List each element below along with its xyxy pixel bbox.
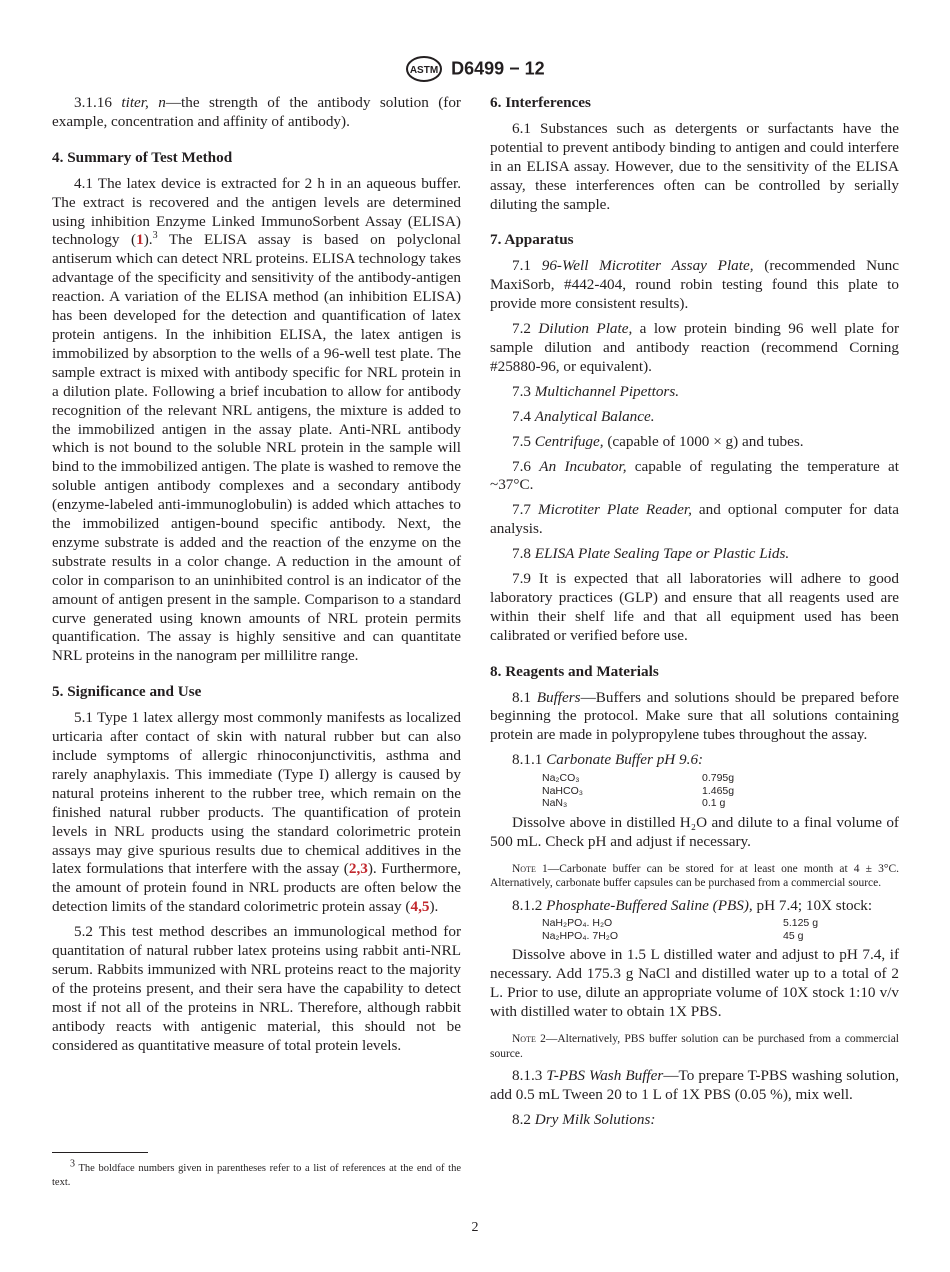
reagent-amount: 1.465g: [702, 784, 735, 797]
apparatus-item: 7.6 An Incubator, capable of regulating the temperature at ~37°C.: [490, 457, 899, 494]
paragraph-8-1-1: 8.1.1 Carbonate Buffer pH 9.6:: [512, 751, 704, 769]
left-column: [52, 94, 461, 1062]
reagent-name: Na₂HPO₄. 7H₂O: [542, 929, 619, 942]
paragraph-8-1: 8.1 Buffers—Buffers and solutions should be prepared before beginning the protocol. Make sure that all solutions containing protein are made in polypropylene tubes throughout the assay.: [490, 688, 899, 744]
reagent-row: [542, 930, 899, 943]
footnote: $^3$ The boldface numbers given in parentheses refer to a list of references at the end of the text.: [52, 1158, 461, 1188]
apparatus-item: 7.7 Microtiter Plate Reader, and optional computer for data analysis.: [490, 501, 900, 538]
paragraph-8-1-2-b: Dissolve above in 1.5 L distilled water and adjust to pH 7.4, if necessary. Add 175.3 g NaCl and distilled water up to a total of 2 L. Prior to use, dilute an appropriate volume of 10X stock 1:10 v/v with distilled water to obtain 1X PBS.: [490, 946, 899, 1021]
paragraph-4-1: 4.1 The latex device is extracted for 2 h in an aqueous buffer. The extract is recovered and the antigen levels are determined using inhibition Enzyme Linked ImmunoSorbent Assay (ELISA) technology (1).$^3$ The ELISA assay is based on polyclonal antiserum which can detect NRL proteins. ELISA technology takes advantage of the specificity and sensitivity of the antibody-antigen reaction. A variation of the ELISA method (an inhibition ELISA) has been developed for the detection and quantification of latex protein antigens. In the inhibition ELISA, the latex antigen is immobilized by absorption to the wells of a 96-well test plate. The sample extract is mixed with antibody specific for NRL protein in a dilution plate. Following a brief incubation to allow for antibody recognition of the relevant NRL antigens, the mixture is added to the immobilized antigen in the assay plate. Anti-NRL antibody which is not bound to the soluble NRL protein in the sample will bind to the immobilized antigen. The plate is washed to remove the soluble antigen antibody complexes and a secondary antibody (enzyme-labeled anti-immunoglobulin) is added which attaches to the immobilized antigen-bound specific antibody. Next, the enzyme substrate is added and the reaction of the enzyme on the substrate results in a color change. A reduction in the amount of color in comparison to an uninhibited control is an indicator of the amount of antigen present in the sample. Comparison to a standard curve generated using known amounts of NRL protein permits quantification. The assay is highly sensitive and can quantitate NRL proteins in the nanogram per millilitre range.: [52, 174, 461, 665]
reagent-name: NaN₃: [542, 797, 568, 810]
paragraph-7-9: 7.9 It is expected that all laboratories will adhere to good laboratory practices (GLP) and ensure that all reagents used are within their shelf life and that all equipment used has been calibrated or verified before use.: [490, 570, 899, 644]
section-7-heading: 7. Apparatus: [490, 231, 574, 249]
page-number: 2: [471, 1220, 479, 1235]
note-1: Note 1—Carbonate buffer can be stored for at least one month at 4 ± 3°C. Alternatively, carbonate buffer capsules can be purchased from a commercial source.: [490, 862, 899, 889]
reagent-row: [542, 917, 899, 930]
note-2: Note 2—Alternatively, PBS buffer solution can be purchased from a commercial source.: [490, 1033, 899, 1060]
paragraph-6-1: 6.1 Substances such as detergents or surfactants have the potential to prevent antibody binding to antigen and could interfere in an ELISA assay. However, due to the sensitivity of the ELISA assay, these interferences often can be controlled by serially diluting the sample.: [490, 119, 899, 213]
reagent-amount: 0.795g: [702, 772, 735, 785]
paragraph-8-1-1-b: Dissolve above in distilled H₂O and dilute to a final volume of 500 mL. Check pH and adjust if necessary.: [490, 813, 899, 850]
reagent-amount: 45 g: [783, 929, 804, 942]
reagent-name: Na₂CO₃: [542, 772, 580, 785]
astm-logo: [405, 56, 443, 82]
footnote-divider: [52, 1152, 148, 1153]
page-header: [0, 56, 950, 82]
reagent-name: NaH₂PO₄. H₂O: [542, 917, 613, 930]
reagent-row: [542, 797, 899, 810]
section-5-heading: 5. Significance and Use: [52, 683, 202, 701]
paragraph-5-2: 5.2 This test method describes an immunological method for quantitation of natural rubber latex proteins using rabbit anti-NRL serum. Rabbits immunized with NRL proteins react to the majority of the proteins present, and their sera have the capability to detect most if not all of the proteins in NRL. Therefore, although rabbit antibody reacts with antigenic material, this should not be considered as quantitative measure of total protein levels.: [52, 923, 461, 1054]
paragraph-5-1: 5.1 Type 1 latex allergy most commonly manifests as localized urticaria after contact of skin with natural rubber but can also include symptoms of allergic rhinoconjunctivitis, asthma and rarely anaphylaxis. This immediate (Type I) allergy is caused by natural proteins inherent to the rubber tree, which remain on the finished natural rubber products. The quantification of protein levels in NRL products using the standard colorimetric protein assays may give spurious results due to chemical additives in the latex formulations that interfere with the assay (2,3). Furthermore, the amount of protein found in NRL products are often below the detection limits of the standard colorimetric protein assay (4,5).: [52, 709, 461, 916]
definition-titer: 3.1.16 titer, n—the strength of the antibody solution (for example, concentration and affinity of antibody).: [52, 94, 461, 130]
apparatus-item: 7.2 Dilution Plate, a low protein binding 96 well plate for sample dilution and antibody reaction (recommend Corning #25880-96, or equivalent).: [490, 320, 900, 375]
footnote-marker[interactable]: 3: [152, 230, 158, 242]
reagent-name: NaHCO₃: [542, 784, 584, 797]
apparatus-item: 7.8 ELISA Plate Sealing Tape or Plastic Lids.: [512, 545, 790, 563]
right-column: [490, 94, 899, 1136]
paragraph-8-1-2: 8.1.2 Phosphate-Buffered Saline (PBS), pH 7.4; 10X stock:: [512, 896, 873, 914]
reference-link[interactable]: 4,5: [410, 898, 430, 916]
reagent-row: [542, 772, 899, 785]
reference-link[interactable]: 2,3: [348, 860, 368, 878]
document-id: D6499 − 12: [451, 58, 545, 79]
apparatus-item: 7.1 96-Well Microtiter Assay Plate, (recommended Nunc MaxiSorb, #442-404, round robin testing found this plate to provide more consistent results).: [490, 257, 899, 313]
section-6-heading: 6. Interferences: [490, 94, 591, 111]
paragraph-8-1-3: 8.1.3 T-PBS Wash Buffer—To prepare T-PBS washing solution, add 0.5 mL Tween 20 to 1 L of 1X PBS (0.05 %), mix well.: [490, 1067, 899, 1103]
section-8-heading: 8. Reagents and Materials: [490, 662, 659, 680]
reagent-row: [542, 785, 899, 798]
carbonate-buffer-table: [542, 772, 899, 810]
apparatus-item: 7.5 Centrifuge, (capable of 1000 × g) and tubes.: [512, 432, 804, 450]
apparatus-item: 7.4 Analytical Balance.: [512, 407, 655, 425]
section-4-heading: 4. Summary of Test Method: [52, 148, 233, 166]
reagent-amount: 0.1 g: [702, 797, 726, 810]
paragraph-8-2: 8.2 Dry Milk Solutions:: [512, 1110, 656, 1128]
reagent-amount: 5.125 g: [783, 917, 819, 930]
pbs-table: [542, 917, 899, 942]
svg-text:ASTM: ASTM: [410, 65, 439, 76]
apparatus-item: 7.3 Multichannel Pipettors.: [512, 382, 680, 400]
reference-link[interactable]: 1: [136, 231, 144, 249]
